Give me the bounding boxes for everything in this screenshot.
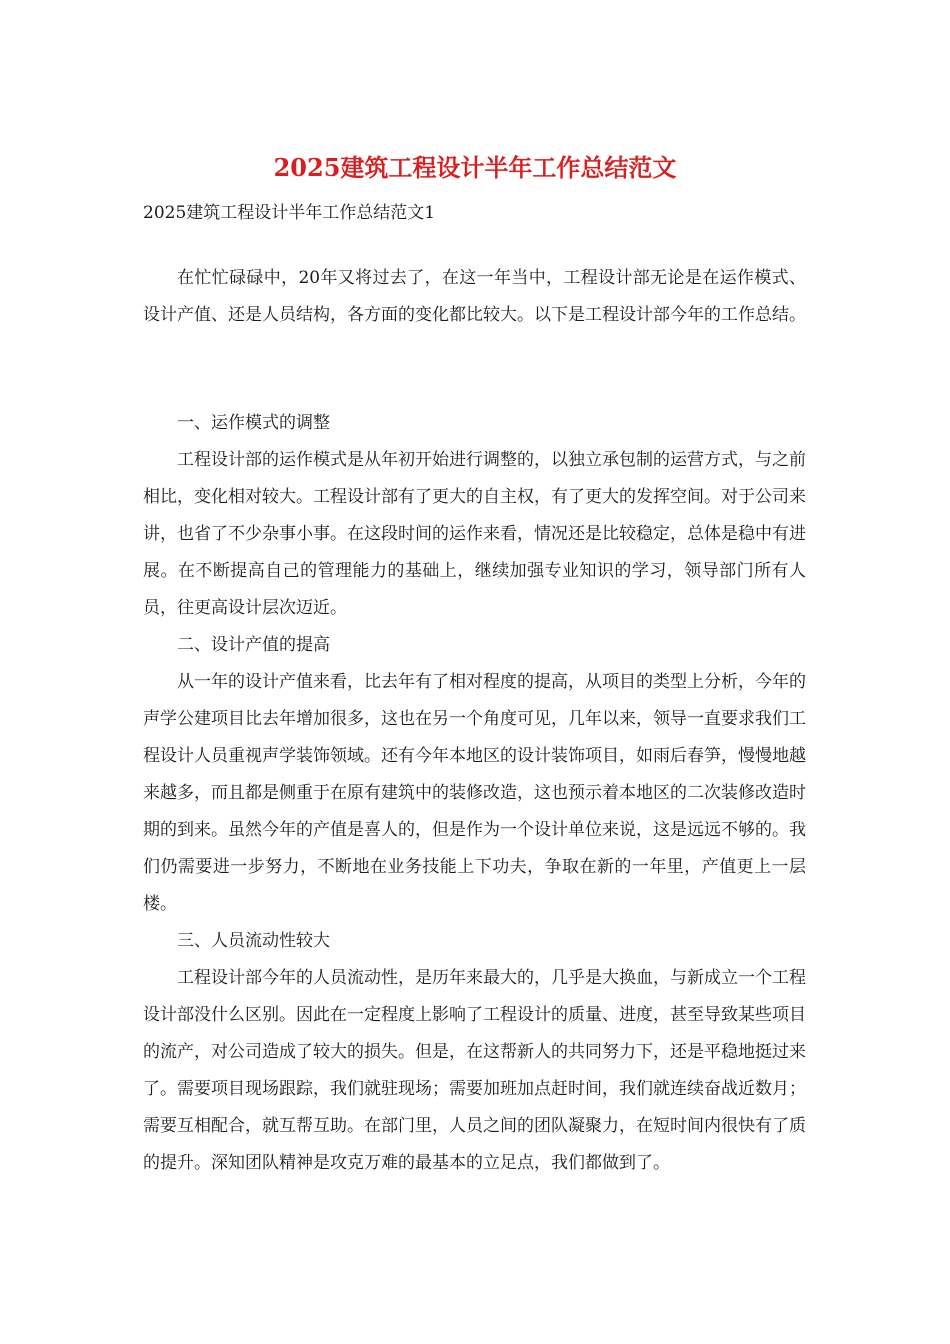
sections-block (143, 405, 806, 1182)
section-paragraph-2: 从一年的设计产值来看，比去年有了相对程度的提高，从项目的类型上分析，今年的声学公建项目比去年增加很多，这也在另一个角度可见，几年以来，领导一直要求我们工程设计人员重视声学装饰领域。还有今年本地区的设计装饰项目，如雨后春笋，慢慢地越来越多，而且都是侧重于在原有建筑中的装修改造，这也预示着本地区的二次装修改造时期的到来。虽然今年的产值是喜人的，但是作为一个设计单位来说，这是远远不够的。我们仍需要进一步努力，不断地在业务技能上下功夫，争取在新的一年里，产值更上一层楼。 (143, 672, 806, 914)
section-heading-2: 二、设计产值的提高 (177, 635, 330, 655)
section-heading-1: 一、运作模式的调整 (177, 413, 330, 433)
document-title: 2025建筑工程设计半年工作总结范文 (273, 153, 677, 182)
intro-paragraph: 在忙忙碌碌中，20年又将过去了，在这一年当中，工程设计部无论是在运作模式、设计产值、还是人员结构，各方面的变化都比较大。以下是工程设计部今年的工作总结。 (143, 268, 806, 325)
document-subtitle: 2025建筑工程设计半年工作总结范文1 (143, 203, 436, 223)
section-paragraph-1: 工程设计部的运作模式是从年初开始进行调整的，以独立承包制的运营方式，与之前相比，变化相对较大。工程设计部有了更大的自主权，有了更大的发挥空间。对于公司来讲，也省了不少杂事小事。在这段时间的运作来看，情况还是比较稳定，总体是稳中有进展。在不断提高自己的管理能力的基础上，继续加强专业知识的学习，领导部门所有人员，往更高设计层次迈近。 (143, 450, 806, 618)
section-heading-3: 三、人员流动性较大 (177, 931, 330, 951)
intro-block (143, 260, 806, 334)
section-paragraph-3: 工程设计部今年的人员流动性，是历年来最大的，几乎是大换血，与新成立一个工程设计部没什么区别。因此在一定程度上影响了工程设计的质量、进度，甚至导致某些项目的流产，对公司造成了较大的损失。但是，在这帮新人的共同努力下，还是平稳地挺过来了。需要项目现场跟踪，我们就驻现场；需要加班加点赶时间，我们就连续奋战近数月；需要互相配合，就互帮互助。在部门里，人员之间的团队凝聚力，在短时间内很快有了质的提升。深知团队精神是攻克万难的最基本的立足点，我们都做到了。 (143, 968, 806, 1173)
